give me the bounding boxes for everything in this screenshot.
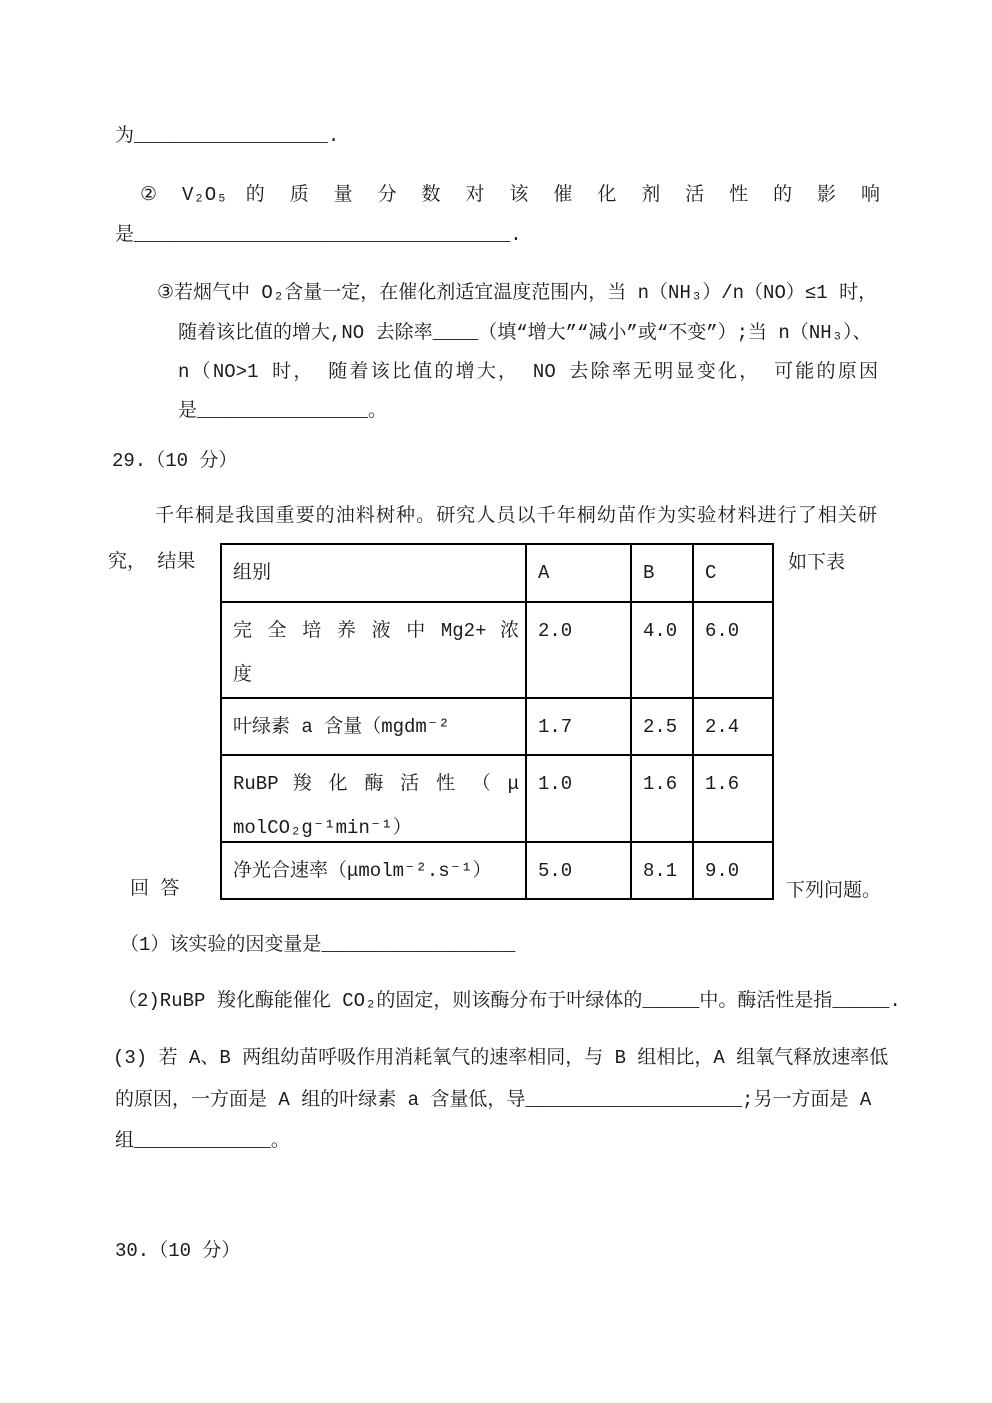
q29-sub2: （2)RuBP 羧化酶能催化 CO₂的固定，则该酶分布于叶绿体的_____中。酶活性是指_____. bbox=[118, 990, 901, 1012]
value-cell-a bbox=[527, 843, 632, 900]
value-cell-c bbox=[694, 603, 774, 699]
value-cell-a bbox=[527, 756, 632, 843]
table-row-net-photosynthesis bbox=[222, 843, 774, 900]
table-header-c bbox=[694, 545, 774, 603]
cell-value: 5.0 bbox=[538, 860, 573, 882]
row-label-cell bbox=[222, 843, 527, 900]
value-cell-b bbox=[632, 843, 694, 900]
cell-value: 2.5 bbox=[643, 716, 678, 738]
experiment-table bbox=[220, 543, 774, 900]
cell-value: 1.7 bbox=[538, 716, 573, 738]
q29-sub1: （1）该实验的因变量是_________________ bbox=[120, 934, 516, 956]
value-cell-b bbox=[632, 603, 694, 699]
table-row-rubp-activity bbox=[222, 756, 774, 843]
cell-value: 8.1 bbox=[643, 860, 678, 882]
question-30-heading: 30.（10 分） bbox=[115, 1240, 241, 1262]
wrap-text-right-top: 如下表 bbox=[788, 552, 846, 574]
value-cell-b bbox=[632, 756, 694, 843]
blank-line-shi: 是_________________________________. bbox=[115, 224, 522, 246]
header-label: 组别 bbox=[233, 562, 272, 584]
row-label-cell bbox=[222, 699, 527, 756]
cell-value: 1.0 bbox=[538, 773, 573, 795]
table-header-row bbox=[222, 545, 774, 603]
wrap-text-left-bottom: 回 答 bbox=[130, 878, 180, 900]
item3-line1: ③若烟气中 O₂含量一定，在催化剂适宜温度范围内，当 n（NH₃）/n（NO）≤1 时， bbox=[157, 282, 878, 304]
row-label-line: RuBP 羧 化 酶 活 性 （ μ bbox=[233, 773, 519, 795]
wrap-text-right-bottom: 下列问题。 bbox=[786, 880, 882, 902]
blank-line-wei: 为_________________. bbox=[115, 125, 340, 147]
value-cell-a bbox=[527, 699, 632, 756]
item2-v2o5-line: ② V₂O₅ 的 质 量 分 数 对 该 催 化 剂 活 性 的 影 响 bbox=[140, 184, 880, 206]
header-label: A bbox=[538, 562, 550, 584]
value-cell-c bbox=[694, 756, 774, 843]
cell-value: 2.0 bbox=[538, 620, 573, 642]
row-label-line: 叶绿素 a 含量（mgdm⁻² bbox=[233, 716, 450, 738]
cell-value: 1.6 bbox=[705, 773, 740, 795]
q29-sub3-line1: (3) 若 A、B 两组幼苗呼吸作用消耗氧气的速率相同，与 B 组相比，A 组氧气释放速率低 bbox=[113, 1047, 889, 1069]
value-cell-b bbox=[632, 699, 694, 756]
cell-value: 2.4 bbox=[705, 716, 740, 738]
cell-value: 4.0 bbox=[643, 620, 678, 642]
q29-sub3-line3: 组____________。 bbox=[115, 1130, 290, 1152]
row-label-line: 完 全 培 养 液 中 Mg2+ 浓 度 bbox=[233, 620, 519, 686]
table-header-a bbox=[527, 545, 632, 603]
question-29-heading: 29.（10 分） bbox=[112, 450, 238, 472]
row-label-line: molCO₂g⁻¹min⁻¹） bbox=[233, 817, 412, 839]
header-label: C bbox=[705, 562, 717, 584]
row-label-cell bbox=[222, 603, 527, 699]
value-cell-c bbox=[694, 843, 774, 900]
item3-line4: 是_______________。 bbox=[178, 400, 388, 422]
table-header-group bbox=[222, 545, 527, 603]
table-row-mg-concentration bbox=[222, 603, 774, 699]
row-label-line: 净光合速率（μmolm⁻².s⁻¹） bbox=[233, 860, 492, 882]
q29-sub3-line2: 的原因，一方面是 A 组的叶绿素 a 含量低，导___________________;另一方面是 A bbox=[115, 1089, 872, 1111]
value-cell-a bbox=[527, 603, 632, 699]
cell-value: 9.0 bbox=[705, 860, 740, 882]
item3-line3: n（NO>1 时， 随着该比值的增大， NO 去除率无明显变化， 可能的原因 bbox=[178, 361, 878, 383]
item3-line2: 随着该比值的增大,NO 去除率____（填“增大”“减小”或“不变”）;当 n（NH₃）、 bbox=[178, 322, 872, 344]
table-header-b bbox=[632, 545, 694, 603]
wrap-text-left-top: 究， 结果 bbox=[108, 551, 196, 573]
cell-value: 6.0 bbox=[705, 620, 740, 642]
cell-value: 1.6 bbox=[643, 773, 678, 795]
row-label-cell bbox=[222, 756, 527, 843]
header-label: B bbox=[643, 562, 655, 584]
value-cell-c bbox=[694, 699, 774, 756]
q29-intro-line: 千年桐是我国重要的油料树种。研究人员以千年桐幼苗作为实验材料进行了相关研 bbox=[155, 505, 877, 527]
table-row-chlorophyll bbox=[222, 699, 774, 756]
